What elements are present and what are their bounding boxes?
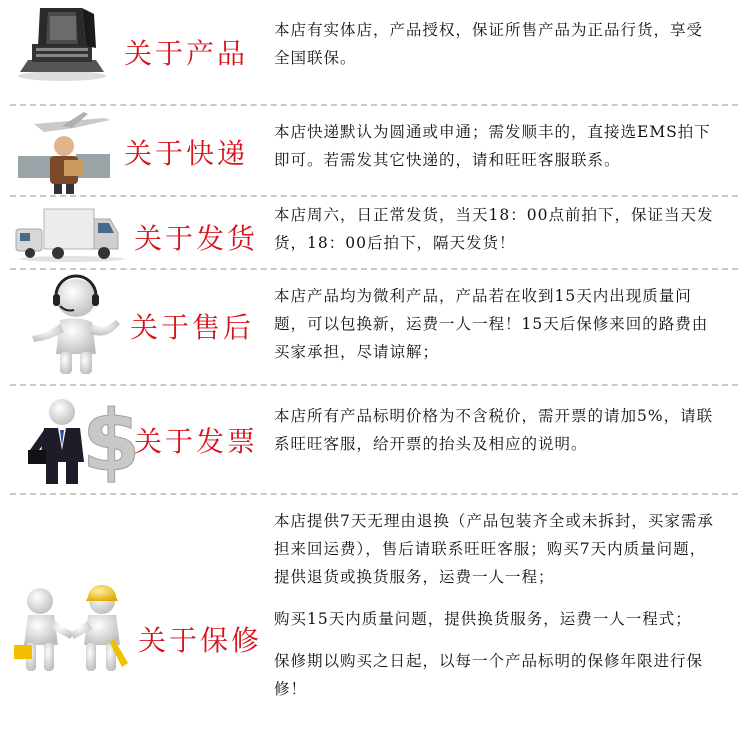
title-delivery: 关于快递 xyxy=(124,137,249,170)
section-warranty xyxy=(0,495,750,750)
section-aftersales xyxy=(0,270,750,382)
text-delivery xyxy=(274,118,714,174)
truck-icon xyxy=(12,203,124,267)
title-invoice: 关于发票 xyxy=(134,425,259,458)
paragraph: 保修期以购买之日起，以每一个产品标明的保修年限进行保修！ xyxy=(274,652,704,698)
paragraph: 本店所有产品标明价格为不含税价，需开票的请加5%，请联系旺旺客服，给开票的抬头及相应的说明。 xyxy=(274,407,714,453)
paragraph: 本店快递默认为圆通或申通；需发顺丰的，直接选EMS拍下即可。若需发其它快递的，请和旺旺客服联系。 xyxy=(274,123,711,169)
courier-icon xyxy=(14,110,114,198)
paragraph: 本店有实体店，产品授权，保证所售产品为正品行货，享受全国联保。 xyxy=(274,21,704,67)
paragraph: 本店周六，日正常发货，当天18：00点前拍下，保证当天发货，18：00后拍下，隔天发货！ xyxy=(274,206,714,252)
title-aftersales: 关于售后 xyxy=(130,311,255,344)
text-aftersales xyxy=(274,282,714,366)
router-icon xyxy=(14,4,110,86)
text-shipping xyxy=(274,201,714,257)
section-invoice xyxy=(0,386,750,492)
text-product xyxy=(274,16,714,72)
section-delivery xyxy=(0,106,750,194)
paragraph: 购买15天内质量问题，提供换货服务，运费一人一程式； xyxy=(274,610,692,628)
title-shipping: 关于发货 xyxy=(134,222,259,255)
section-product xyxy=(0,0,750,100)
svg-text:$: $ xyxy=(82,392,141,490)
title-product: 关于产品 xyxy=(124,37,249,70)
section-shipping xyxy=(0,197,750,267)
businessman-dollar-icon xyxy=(24,388,141,492)
handshake-icon xyxy=(10,583,136,683)
title-warranty: 关于保修 xyxy=(138,624,263,657)
text-warranty xyxy=(274,507,714,703)
paragraph: 本店提供7天无理由退换（产品包装齐全或未拆封，买家需承担来回运费），售后请联系旺旺客服；购买7天内质量问题，提供退货或换货服务，运费一人一程； xyxy=(274,512,714,586)
text-invoice xyxy=(274,402,714,458)
support-headset-icon xyxy=(26,272,122,380)
paragraph: 本店产品均为微利产品，产品若在收到15天内出现质量问题，可以包换新，运费一人一程！15天后保修来回的路费由买家承担，尽请谅解； xyxy=(274,287,709,361)
